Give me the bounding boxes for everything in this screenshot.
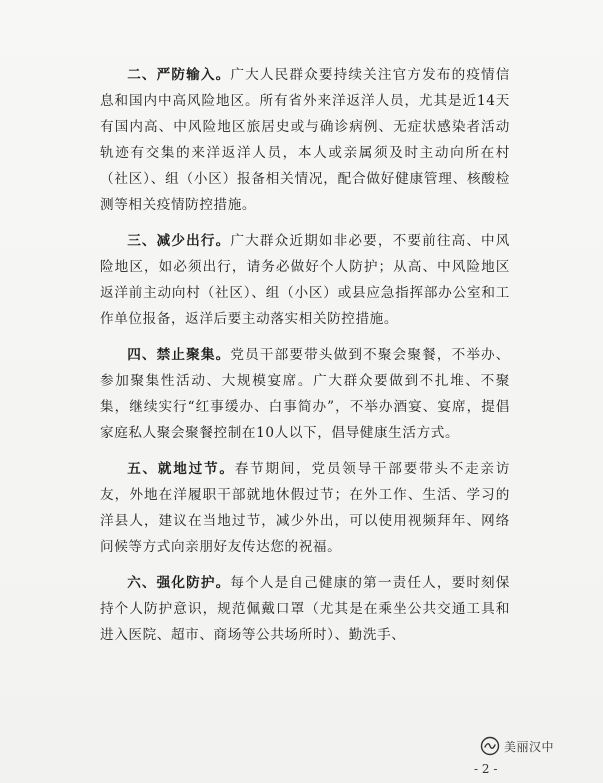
paragraph-heading: 二、严防输入。 (127, 67, 231, 83)
paragraph-strict-prevention (100, 62, 510, 218)
paragraph-text: 广大群众近期如非必要，不要前往高、中风险地区，如必须出行，请务必做好个人防护；从高、中风险地区返洋前主动向村（社区）、组（小区）或县应急指挥部办公室和工作单位报备，返洋后要主动落实相关防控措施。 (100, 233, 510, 327)
account-watermark (476, 735, 558, 757)
paragraph-heading: 三、减少出行。 (127, 233, 231, 249)
watermark-text: 美丽汉中 (504, 739, 555, 754)
paragraph-local-holiday (100, 456, 510, 560)
paragraph-strengthen-protection (100, 570, 510, 648)
page-number: - 2 - (474, 762, 498, 776)
document-body (100, 62, 510, 658)
paragraph-text: 每个人是自己健康的第一责任人，要时刻保持个人防护意识，规范佩戴口罩（尤其是在乘坐公共交通工具和进入医院、超市、商场等公共场所时）、勤洗手、 (100, 575, 510, 643)
paragraph-no-gathering (100, 342, 510, 446)
paragraph-text: 春节期间，党员领导干部要带头不走亲访友，外地在洋履职干部就地休假过节；在外工作、生活、学习的洋县人，建议在当地过节，减少外出，可以使用视频拜年、网络问候等方式向亲朋好友传达您的祝福。 (100, 461, 510, 555)
paragraph-reduce-travel (100, 228, 510, 332)
paragraph-heading: 六、强化防护。 (127, 575, 231, 591)
paragraph-heading: 四、禁止聚集。 (127, 347, 231, 363)
paragraph-text: 广大人民群众要持续关注官方发布的疫情信息和国内中高风险地区。所有省外来洋返洋人员，尤其是近14天有国内高、中风险地区旅居史或与确诊病例、无症状感染者活动轨迹有交集的来洋返洋人员，本人或亲属须及时主动向所在村（社区）、组（小区）报备相关情况，配合做好健康管理、核酸检测等相关疫情防控措施。 (100, 67, 510, 213)
paragraph-text: 党员干部要带头做到不聚会聚餐，不举办、参加聚集性活动、大规模宴席。广大群众要做到不扎堆、不聚集，继续实行“红事缓办、白事简办”，不举办酒宴、宴席，提倡家庭私人聚会聚餐控制在10人以下，倡导健康生活方式。 (100, 347, 510, 441)
wechat-channel-icon (480, 736, 500, 756)
paragraph-heading: 五、就地过节。 (127, 461, 235, 477)
